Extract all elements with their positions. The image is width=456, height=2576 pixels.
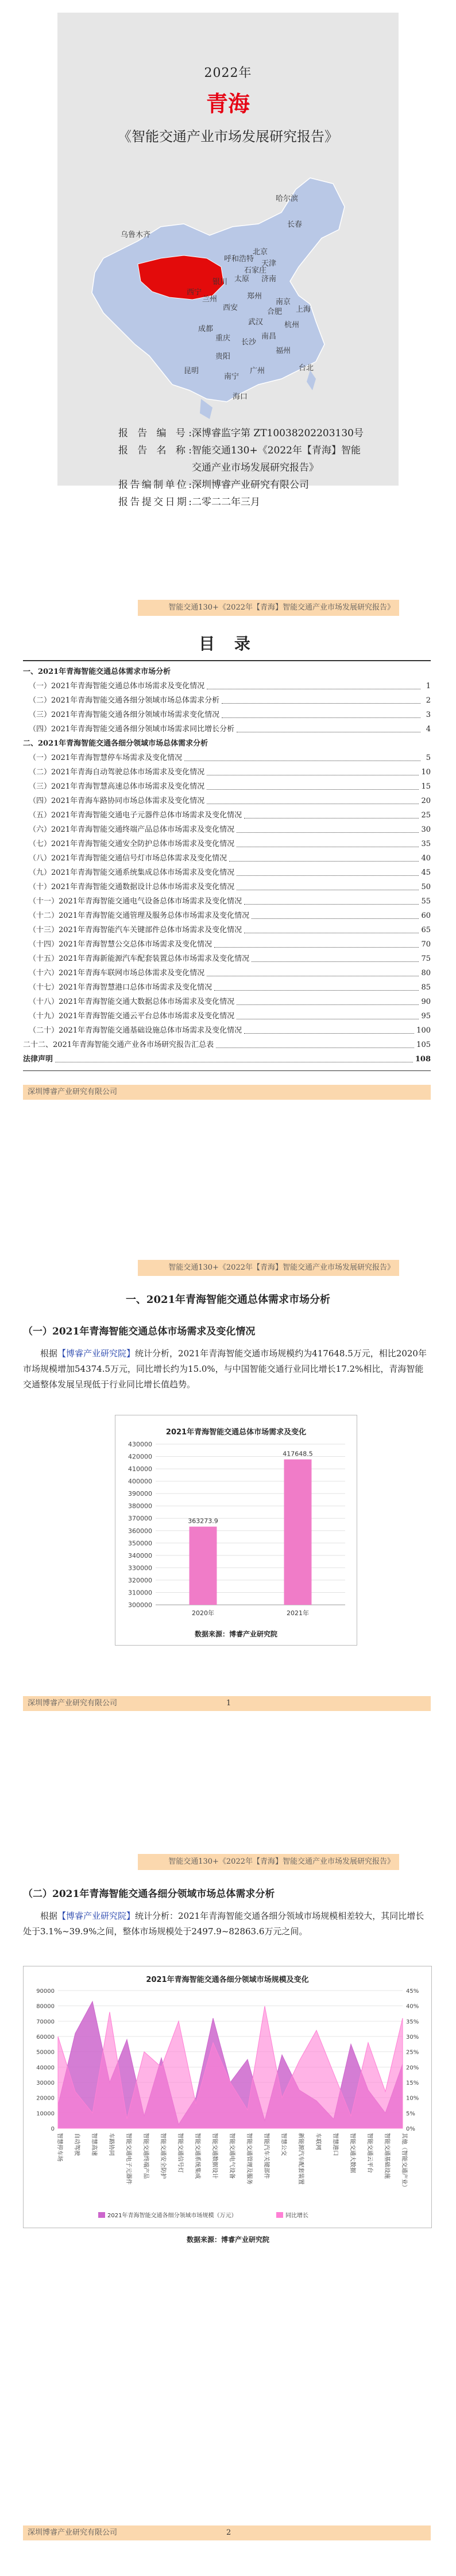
- toc-entry[interactable]: [23, 837, 431, 851]
- chart2-category-label: 智慧高速: [91, 2133, 97, 2156]
- toc-entry-text: （十一）2021年青海智能交通电气设备总体市场需求及变化情况: [29, 897, 242, 906]
- chart1-ytick-label: 320000: [128, 1576, 152, 1584]
- toc-leader-dots: [252, 909, 419, 919]
- chart2-category-label: 智能交通电子元器件: [125, 2133, 132, 2185]
- toc-entry-text: （三）2021年青海智能交通各细分领域市场需求变化情况: [29, 711, 220, 719]
- map-label-nanjing: 南京: [276, 298, 291, 307]
- chart1-ytick-label: 380000: [128, 1502, 152, 1510]
- page-footer: [23, 2525, 431, 2540]
- map-label-zhengzhou: 郑州: [247, 292, 262, 301]
- toc-leader-dots: [244, 1023, 414, 1034]
- toc-entry-page: 45: [421, 868, 431, 877]
- toc-entry-text: 一、2021年青海智能交通总体需求市场分析: [23, 668, 171, 676]
- toc-entry-page: 95: [421, 1012, 431, 1021]
- toc-leader-dots: [229, 851, 419, 862]
- toc-entry-page: 2: [426, 696, 431, 705]
- chart2-source: 数据来源：博睿产业研究院: [186, 2236, 269, 2244]
- map-label-harbin: 哈尔滨: [276, 195, 299, 203]
- toc-entry-text: （十八）2021年青海智能交通大数据总体市场需求及变化情况: [29, 998, 235, 1006]
- page-footer: [23, 1696, 431, 1711]
- toc-entry-text: （十三）2021年青海智能汽车关键部件总体市场需求及变化情况: [29, 926, 242, 934]
- report-org-row: [118, 476, 364, 494]
- chart2-yleft-tick-label: 10000: [36, 2111, 55, 2117]
- toc-entry-text: （七）2021年青海智能交通安全防护总体市场需求及变化情况: [29, 840, 235, 848]
- map-label-jinan: 济南: [261, 275, 277, 284]
- toc-leader-dots: [244, 923, 419, 933]
- toc-leader-dots: [244, 808, 419, 818]
- toc-entry-page: 85: [421, 983, 431, 992]
- chart2-category-label: 自动驾驶: [74, 2133, 80, 2156]
- chart2-category-label: 新能源汽车配套装置: [297, 2133, 304, 2185]
- toc-entry[interactable]: [23, 751, 431, 765]
- toc-entry[interactable]: [23, 966, 431, 980]
- toc-entry-page: 100: [416, 1026, 431, 1035]
- toc-entry-page: 90: [421, 998, 431, 1006]
- chart2-category-label: 智慧停车场: [56, 2133, 63, 2162]
- chart2-category-label: 智能交通终端产品: [142, 2133, 149, 2179]
- toc-entry[interactable]: [23, 995, 431, 1009]
- toc-entry-text: （三）2021年青海智慧高速总体市场需求及变化情况: [29, 782, 205, 791]
- map-label-guangzhou: 广州: [250, 367, 265, 375]
- toc-leader-dots: [237, 1009, 419, 1019]
- toc-entry[interactable]: [23, 952, 431, 966]
- toc-entry[interactable]: [23, 909, 431, 923]
- cover-title: 《智能交通产业市场发展研究报告》: [118, 129, 338, 145]
- para-text: 统计分析：2021年青海智能交通各细分领域市场规模相差较大，其同比增长处于3.1%~39.9%之间，整体市场规模处于2497.9~82863.6万元之间。: [23, 1911, 424, 1937]
- chart2-yright-tick-label: 0%: [406, 2126, 415, 2132]
- chart2-category-label: 智能交通数据设计: [211, 2133, 218, 2179]
- chart2-yleft-tick-label: 60000: [36, 2034, 55, 2040]
- chart2-legend-label: 同比增长: [285, 2213, 308, 2219]
- chart1-bar: [190, 1527, 217, 1605]
- toc-leader-dots: [237, 880, 419, 890]
- china-map: [69, 172, 391, 436]
- toc-entry[interactable]: [23, 779, 431, 794]
- chart1-ytick-label: 410000: [128, 1465, 152, 1473]
- toc-entry-page: 15: [421, 782, 431, 791]
- map-label-changsha: 长沙: [241, 338, 257, 347]
- report-date-key: 报告提交日期:: [118, 496, 192, 508]
- report-name-key: 报 告 名 称:: [118, 445, 192, 456]
- page-number: 2: [226, 2528, 231, 2537]
- map-label-shanghai: 上海: [296, 305, 311, 314]
- toc-entry-text: （四）2021年青海智能交通各细分领域市场需求同比增长分析: [29, 725, 235, 734]
- toc-leader-dots: [207, 779, 419, 790]
- toc-leader-dots: [222, 708, 420, 718]
- toc-entry-text: 二、2021年青海智能交通各细分领域市场总体需求分析: [23, 739, 208, 748]
- chart2-yright-tick-label: 40%: [406, 2003, 419, 2010]
- footer-company: 深圳博睿产业研究有限公司: [28, 1088, 118, 1096]
- map-label-taiyuan: 太原: [234, 275, 250, 284]
- toc-entry-page: 55: [421, 897, 431, 906]
- chart2-yleft-tick-label: 50000: [36, 2049, 55, 2056]
- chart1-ytick-label: 360000: [128, 1527, 152, 1535]
- chart1-ytick-label: 430000: [128, 1441, 152, 1448]
- chart2-yright-tick-label: 10%: [406, 2095, 419, 2102]
- chart2-category-label: 智能交通电气设备: [229, 2133, 235, 2179]
- map-label-wuhan: 武汉: [248, 318, 264, 327]
- chart1-ytick-label: 310000: [128, 1589, 152, 1597]
- report-number-value: 深博睿监字第 ZT100382022031​30号: [192, 428, 364, 439]
- chart1-data-label: 417648.5: [283, 1450, 313, 1458]
- chart2-yleft-tick-label: 0: [51, 2126, 55, 2132]
- toc-entry-page: 80: [421, 969, 431, 977]
- toc-entry[interactable]: [23, 708, 431, 722]
- toc-entry[interactable]: [23, 693, 431, 708]
- chart1-ytick-label: 420000: [128, 1453, 152, 1461]
- toc-entry[interactable]: [23, 894, 431, 909]
- toc-leader-dots: [216, 1038, 414, 1048]
- chart1-title: 2021年青海智能交通总体市场需求及变化: [165, 1428, 307, 1437]
- chart2-box: [23, 1966, 432, 2228]
- chart2-yleft-tick-label: 30000: [36, 2080, 55, 2086]
- toc-entry[interactable]: [23, 866, 431, 880]
- toc-entry-page: 65: [421, 926, 431, 934]
- cover-year: 2022年: [204, 66, 252, 80]
- toc-leader-dots: [237, 866, 419, 876]
- toc-entry-page: 25: [421, 811, 431, 820]
- toc-leader-dots: [214, 980, 419, 991]
- toc-entry-text: （二）2021年青海自动驾驶总体市场需求及变化情况: [29, 768, 205, 777]
- sub-title: （一）2021年青海智能交通总体市场需求及变化情况: [23, 1326, 256, 1337]
- toc-entry-page: 108: [415, 1055, 431, 1064]
- para-source: 【博睿产业研究院】: [57, 1348, 136, 1359]
- toc-entry[interactable]: [23, 1009, 431, 1023]
- chart1-ytick-label: 340000: [128, 1551, 152, 1559]
- report-name-row: [118, 442, 364, 476]
- toc-entry-text: 法律声明: [23, 1055, 53, 1064]
- report-date-row: [118, 494, 364, 511]
- toc-entry-page: 1: [426, 682, 431, 690]
- chart2-legend-label: 2021年青海智能交通各细分领域市场规模（万元）: [107, 2213, 237, 2219]
- toc-entry-page: 35: [421, 840, 431, 848]
- chart2-category-label: 智能汽车关键部件: [263, 2133, 269, 2179]
- toc-leader-dots: [207, 794, 419, 804]
- toc-entry[interactable]: [23, 722, 431, 736]
- toc-leader-dots: [237, 995, 419, 1005]
- chart2-yright-tick-label: 45%: [406, 1988, 419, 1995]
- chart2-yright-tick-label: 20%: [406, 2065, 419, 2071]
- chart2-yleft-tick-label: 90000: [36, 1988, 55, 1995]
- toc-entry-text: （十七）2021年青海智慧港口总体市场需求及变化情况: [29, 983, 212, 992]
- chart2-plot: [24, 1985, 431, 2226]
- map-label-hangzhou: 杭州: [284, 321, 300, 329]
- toc-bottom-divider: [23, 1070, 431, 1071]
- map-label-guiyang: 贵阳: [215, 352, 231, 361]
- chart1-category-label: 2021年: [287, 1609, 309, 1617]
- chart2-category-label: 智能交通基础设施: [384, 2133, 390, 2179]
- report-number-row: [118, 425, 364, 442]
- toc-entry-text: （九）2021年青海智能交通系统集成总体市场需求及变化情况: [29, 868, 235, 877]
- toc-divider: [23, 660, 431, 661]
- toc-leader-dots: [55, 1052, 413, 1062]
- toc-entry-page: 70: [421, 940, 431, 949]
- toc-entry-page: 75: [421, 955, 431, 963]
- toc-entry[interactable]: [23, 880, 431, 894]
- toc-entry-text: （十四）2021年青海智慧公交总体市场需求及变化情况: [29, 940, 212, 949]
- toc-entry-text: （十九）2021年青海智能交通云平台总体市场需求及变化情况: [29, 1012, 235, 1021]
- map-label-xian: 西安: [223, 304, 238, 312]
- toc-entry[interactable]: [23, 736, 431, 751]
- chart2-yright-tick-label: 15%: [406, 2080, 419, 2086]
- chart1-plot: [115, 1438, 357, 1634]
- chart2-category-label: 智能交通安全防护: [160, 2133, 166, 2179]
- page-header: 智能交通130+《2022年【青海】智能交通产业市场发展研究报告》: [138, 600, 399, 616]
- chart2-category-label: 智能交通信号灯: [177, 2133, 183, 2173]
- chart2-yleft-tick-label: 70000: [36, 2019, 55, 2026]
- toc-entry-page: 4: [426, 725, 431, 734]
- chart1-ytick-label: 400000: [128, 1477, 152, 1485]
- chart2-title: 2021年青海智能交通各细分领域市场规模及变化: [146, 1976, 309, 1984]
- map-label-chengdu: 成都: [198, 325, 214, 333]
- toc-entry-page: 3: [426, 711, 431, 719]
- toc-leader-dots: [237, 722, 420, 732]
- paragraph: [23, 1908, 431, 1939]
- map-label-chongqing: 重庆: [215, 334, 231, 343]
- toc-entry[interactable]: [23, 808, 431, 823]
- map-label-hefei: 合肥: [267, 308, 283, 316]
- toc-leader-dots: [207, 966, 419, 976]
- toc-entry-text: （二十）2021年青海智能交通基础设施总体市场需求及变化情况: [29, 1026, 242, 1035]
- map-label-xining: 西宁: [187, 288, 202, 297]
- toc-entry-page: 20: [421, 797, 431, 805]
- map-label-lanzhou: 兰州: [202, 295, 218, 304]
- toc-leader-dots: [214, 937, 419, 948]
- paragraph: [23, 1346, 431, 1392]
- toc-entry-page: 30: [421, 825, 431, 834]
- chart1-data-label: 363273.9: [188, 1517, 218, 1525]
- map-label-nanning: 南宁: [224, 373, 239, 381]
- toc-leader-dots: [237, 823, 419, 833]
- toc-entry-page: 40: [421, 854, 431, 863]
- toc-entry-page: 105: [416, 1041, 431, 1049]
- toc-leader-dots: [252, 952, 419, 962]
- chart2-category-label: 车联网: [315, 2133, 321, 2150]
- toc-leader-dots: [184, 751, 420, 761]
- chart2-yright-tick-label: 5%: [406, 2111, 415, 2117]
- map-label-urumqi: 乌鲁木齐: [121, 231, 151, 239]
- chart1-ytick-label: 390000: [128, 1490, 152, 1498]
- report-number-key: 报 告 编 号:: [118, 428, 192, 439]
- report-name-value: 智能交通130+《2022年【青海】智能交通产业市场发展研究报告》: [192, 445, 361, 474]
- chart2-category-label: 智能交通大数据: [349, 2133, 355, 2173]
- toc-entry[interactable]: [23, 923, 431, 937]
- chart1-bar: [284, 1460, 312, 1605]
- map-label-hohhot: 呼和浩特: [224, 255, 254, 263]
- toc-entry-text: （十二）2021年青海智能交通管理及服务总体市场需求及变化情况: [29, 911, 250, 920]
- toc-entry-text: （六）2021年青海智能交通终端产品总体市场需求及变化情况: [29, 825, 235, 834]
- toc-entry[interactable]: [23, 823, 431, 837]
- toc-entry[interactable]: [23, 665, 431, 679]
- toc-entry-text: 二十二、2021年青海智能交通产业各市场研究报告汇总表: [23, 1041, 214, 1049]
- toc-entry[interactable]: [23, 1038, 431, 1052]
- chart2-category-label: 智慧港口: [332, 2133, 338, 2156]
- toc-entry-text: （二）2021年青海智能交通各细分领域市场总体需求分析: [29, 696, 220, 705]
- chart1-category-label: 2020年: [192, 1609, 214, 1617]
- chart2-legend-swatch: [98, 2212, 105, 2218]
- chart2-yright-tick-label: 30%: [406, 2034, 419, 2040]
- chart2-yright-tick-label: 35%: [406, 2019, 419, 2026]
- toc-entry-text: （十）2021年青海智能交通数据设计总体市场需求及变化情况: [29, 883, 235, 891]
- chart2-yleft-tick-label: 20000: [36, 2095, 55, 2102]
- map-label-haikou: 海口: [233, 393, 248, 401]
- map-label-kunming: 昆明: [184, 367, 199, 375]
- map-label-beijing: 北京: [253, 248, 268, 257]
- toc-entry[interactable]: [23, 679, 431, 693]
- chart1-box: [115, 1415, 357, 1646]
- report-org-key: 报告编制单位:: [118, 479, 192, 491]
- chart2-yleft-tick-label: 80000: [36, 2003, 55, 2010]
- toc-entry[interactable]: [23, 765, 431, 779]
- chart2-category-label: 智能交通系统集成: [194, 2133, 200, 2179]
- toc-entry-text: （八）2021年青海智能交通信号灯市场总体需求及变化情况: [29, 854, 227, 863]
- toc-entry-page: 5: [426, 754, 431, 762]
- footer-company: 深圳博睿产业研究有限公司: [28, 2528, 118, 2537]
- map-label-nanchang: 南昌: [261, 332, 277, 341]
- chart2-category-label: 车路协同: [108, 2133, 114, 2156]
- chart1-ytick-label: 300000: [128, 1601, 152, 1609]
- toc-entry-text: （五）2021年青海智能交通电子元器件总体市场需求及变化情况: [29, 811, 242, 820]
- toc-entry[interactable]: [23, 980, 431, 995]
- toc-leader-dots: [207, 679, 420, 689]
- chart2-category-label: 其他（智能交通产业）: [401, 2133, 407, 2190]
- para-prefix: 根据: [40, 1348, 58, 1359]
- page-header: 智能交通130+《2022年【青海】智能交通产业市场发展研究报告》: [138, 1260, 399, 1276]
- para-prefix: 根据: [40, 1911, 58, 1921]
- toc-entry[interactable]: [23, 851, 431, 866]
- cover-region: 青海: [206, 91, 250, 117]
- cover-page: [0, 0, 456, 494]
- page-number: 1: [226, 1699, 231, 1708]
- chart1-ytick-label: 370000: [128, 1515, 152, 1523]
- toc-entry-text: （四）2021年青海车路协同市场总体需求及变化情况: [29, 797, 205, 805]
- toc-entry[interactable]: [23, 937, 431, 952]
- toc-leader-dots: [207, 765, 419, 775]
- page-footer: [23, 1085, 431, 1100]
- toc-entry[interactable]: [23, 794, 431, 808]
- chart1-ytick-label: 330000: [128, 1564, 152, 1572]
- toc-entry[interactable]: [23, 1023, 431, 1038]
- chart1-source: 数据来源：博睿产业研究院: [194, 1630, 277, 1638]
- page-header: 智能交通130+《2022年【青海】智能交通产业市场发展研究报告》: [138, 1854, 399, 1870]
- chart1-ytick-label: 350000: [128, 1539, 152, 1547]
- footer-company: 深圳博睿产业研究有限公司: [28, 1699, 118, 1708]
- map-label-yinchuan: 银川: [212, 278, 228, 286]
- toc-entry-text: （十六）2021年青海车联网市场总体需求及变化情况: [29, 969, 205, 977]
- chart2-yright-tick-label: 25%: [406, 2049, 419, 2056]
- chart2-category-label: 智能交通云平台: [366, 2133, 373, 2173]
- toc-entry-text: （一）2021年青海智能交通总体市场需求及变化情况: [29, 682, 205, 690]
- map-label-taipei: 台北: [299, 364, 314, 373]
- map-label-fuzhou: 福州: [276, 347, 291, 355]
- toc-entry-page: 50: [421, 883, 431, 891]
- chart2-category-label: 智能交通管理及服务: [246, 2133, 252, 2185]
- toc-entry-text: （一）2021年青海智慧停车场需求及变化情况: [29, 754, 183, 762]
- chart2-legend-swatch: [276, 2212, 283, 2218]
- toc-list: [23, 665, 431, 1066]
- toc-leader-dots: [237, 837, 419, 847]
- chart2-category-label: 智慧公交: [280, 2133, 287, 2156]
- section-title: 一、2021年青海智能交通总体需求市场分析: [125, 1294, 331, 1306]
- chart2-yleft-tick-label: 40000: [36, 2065, 55, 2071]
- para-text: 统计分析，2021年青海智能交通市场规模约为417648.5万元，相比2020年市场规模增加54374.5万元，同比增长约为15.0%，与中国智能交通行业同比增长17.2%相比，青海智能交通整体发展呈现低于行业同比增长值趋势。: [23, 1348, 427, 1390]
- toc-entry-page: 10: [421, 768, 431, 777]
- toc-leader-dots: [222, 693, 420, 704]
- sub-title: （二）2021年青海智能交通各细分领域市场总体需求分析: [23, 1888, 275, 1900]
- toc-title: 目 录: [199, 634, 257, 653]
- map-label-shijiazhuang: 石家庄: [244, 266, 267, 275]
- toc-leader-dots: [244, 894, 419, 905]
- toc-entry-page: 60: [421, 911, 431, 920]
- map-label-changchun: 长春: [287, 220, 303, 229]
- report-org-value: 深圳博睿产业研究有限公司: [192, 479, 309, 491]
- toc-entry-text: （十五）2021年青海新能源汽车配套装置总体市场需求及变化情况: [29, 955, 250, 963]
- para-source: 【博睿产业研究院】: [57, 1911, 136, 1921]
- report-date-value: 二零二二年三月: [192, 496, 260, 508]
- toc-entry[interactable]: [23, 1052, 431, 1066]
- map-label-tianjin: 天津: [261, 259, 277, 268]
